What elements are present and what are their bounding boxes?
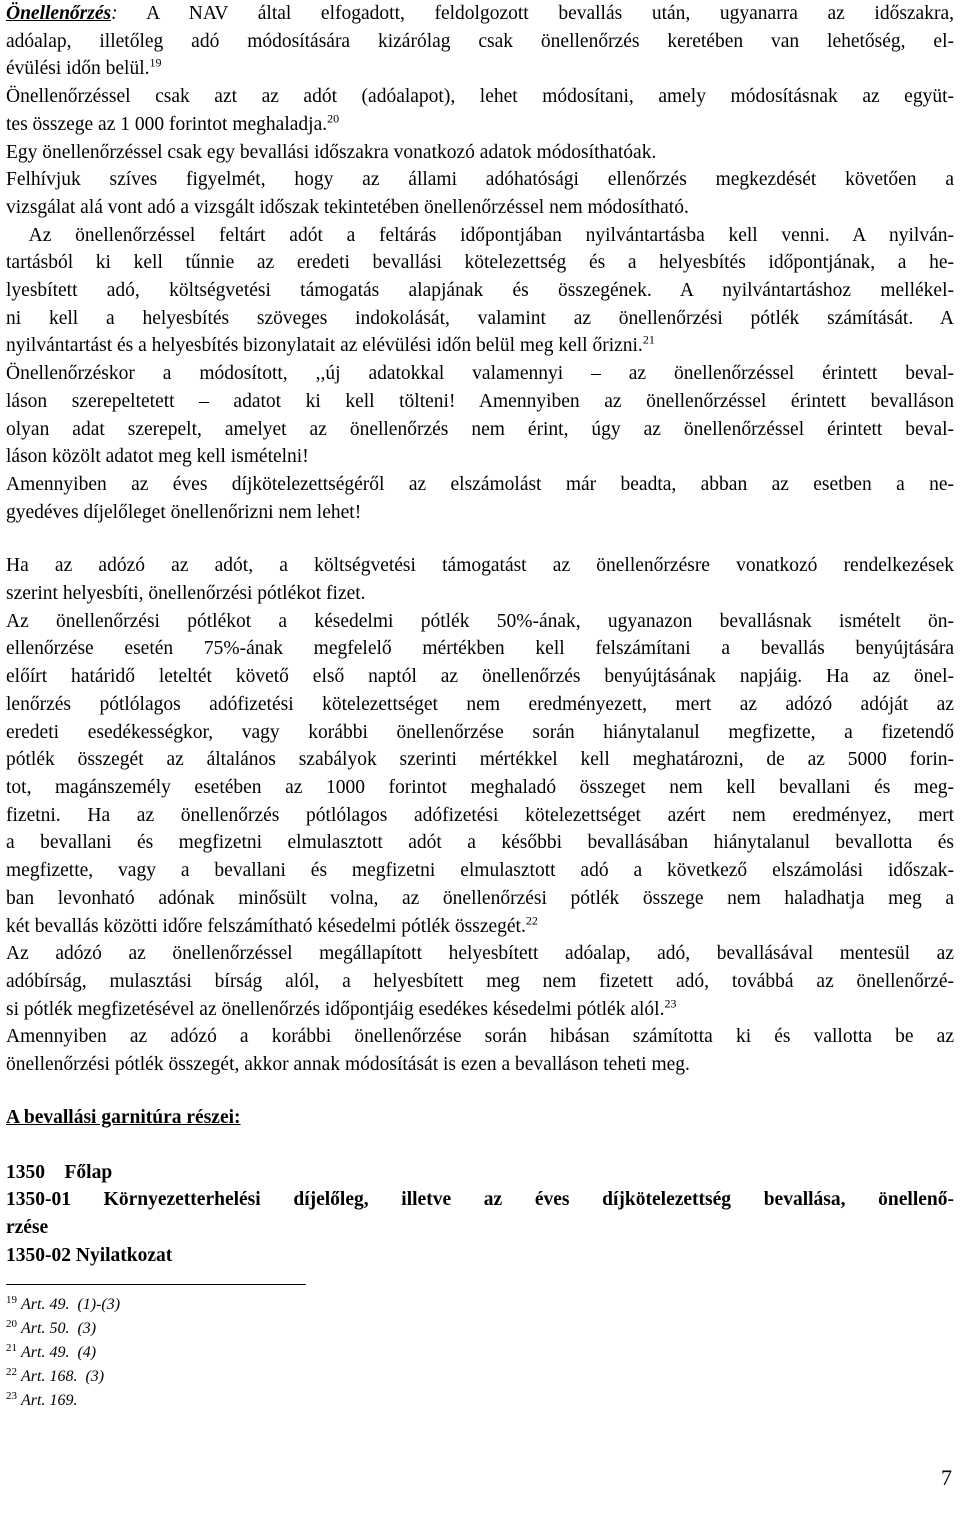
part-code: 1350-02 xyxy=(6,1244,71,1266)
footnote-ref[interactable]: 19 xyxy=(149,55,162,70)
footnote-ref[interactable]: 22 xyxy=(525,913,538,927)
part-label: Környezetterhelési díjelőleg, illetve az éves díjkötelezettség bevallása, önellenő- xyxy=(103,1189,954,1211)
footnote-text: Art. 50. (3) xyxy=(21,1319,97,1337)
footnote-ref[interactable]: 21 xyxy=(642,332,655,347)
part-code: 1350-01 xyxy=(6,1189,71,1211)
line-text: nyilvántartást és a helyesbítés bizonylatait az elévülési időn belül meg kell őrizni. xyxy=(6,335,643,357)
text-line: Felhívjuk szíves figyelmét, hogy az állami adóhatósági ellenőrzés megkezdését követően a xyxy=(6,169,954,191)
paragraph-block-2 xyxy=(6,552,954,1078)
paragraph-block-1 xyxy=(6,0,954,526)
text-line: gyedéves díjelőleget önellenőrizni nem lehet! xyxy=(6,501,362,523)
footnote-number: 23 xyxy=(6,1389,17,1402)
paragraph-spacer xyxy=(6,526,954,552)
text-line: láson közölt adatot meg kell ismételni! xyxy=(6,446,309,468)
text-line: önellenőrzési pótlék összegét, akkor annak módosítását is ezen a bevalláson teheti meg. xyxy=(6,1054,690,1076)
footnote-ref[interactable]: 20 xyxy=(327,111,340,126)
text-line xyxy=(6,913,954,941)
footnote xyxy=(6,1293,954,1317)
footnote xyxy=(6,1389,954,1413)
section-spacer xyxy=(6,1079,954,1107)
footnote xyxy=(6,1317,954,1341)
page-number: 7 xyxy=(941,1465,952,1490)
text-line: pótlék összegét az általános szabályok szerinti mértékkel kell meghatározni, de az 5000 forin- xyxy=(6,749,954,771)
text-line: Ha az adózó az adót, a költségvetési támogatást az önellenőrzésre vonatkozó rendelkezések xyxy=(6,555,954,577)
text-line: fizetni. Ha az önellenőrzés pótlólagos adófizetési kötelezettséget azért nem eredményez, mert xyxy=(6,804,954,826)
text-line: Az adózó az önellenőrzéssel megállapított helyesbített adóalap, adó, bevallásával mentesül az xyxy=(6,943,954,965)
footnote-ref[interactable]: 23 xyxy=(664,996,677,1011)
text-line: lenőrzés pótlólagos adófizetési kötelezettséget nem eredményezett, mert az adózó adóját az xyxy=(6,693,954,715)
text-line xyxy=(6,332,954,360)
text-line: a bevallani és megfizetni elmulasztott adót a későbbi bevallásában hiánytalanul bevallotta és xyxy=(6,832,954,854)
line-text: si pótlék megfizetésével az önellenőrzés időpontjáig esedékes késedelmi pótlék alól. xyxy=(6,998,665,1020)
colon: : xyxy=(111,3,118,24)
text-line: láson szerepeltetett – adatot ki kell tölteni! Amennyiben az önellenőrzéssel érintett bevalláson xyxy=(6,390,954,412)
text-line: Amennyiben az éves díjkötelezettségéről az elszámolást már beadta, abban az esetben a ne- xyxy=(6,473,954,495)
footnote-number: 20 xyxy=(6,1317,17,1330)
footnote-separator xyxy=(6,1284,306,1285)
text-line xyxy=(6,111,954,139)
text-line: Az önellenőrzéssel feltárt adót a feltárás időpontjában nyilvántartásba kell venni. A nyilván- xyxy=(6,224,954,246)
text-line xyxy=(6,55,954,83)
text-line: olyan adat szerepelt, amelyet az önellenőrzés nem érint, úgy az önellenőrzéssel érintett beval- xyxy=(6,418,954,440)
part-label: Főlap xyxy=(64,1161,113,1183)
section-spacer xyxy=(6,1129,954,1159)
footnote xyxy=(6,1365,954,1389)
text-line: vizsgálat alá vont adó a vizsgált időszak tekintetében önellenőrzéssel nem módosítható. xyxy=(6,196,689,218)
footnote-text: Art. 168. (3) xyxy=(21,1367,105,1385)
text-line: tartásból ki kell tűnnie az eredeti bevallási kötelezettség és a helyesbítés időpontjának, a he- xyxy=(6,252,954,274)
part-item xyxy=(6,1186,954,1214)
defined-term: Önellenőrzés xyxy=(6,3,112,24)
text-line: Amennyiben az adózó a korábbi önellenőrzése során hibásan számította ki és vallotta be az xyxy=(6,1026,954,1048)
part-item xyxy=(6,1159,954,1187)
footnote-number: 22 xyxy=(6,1365,17,1378)
line-text: két bevallás közötti időre felszámítható késedelmi pótlék összegét. xyxy=(6,915,526,937)
garnitura-parts-list xyxy=(6,1159,954,1270)
text-line: ellenőrzése esetén 75%-ának megfelelő mértékben kell felszámítani a bevallás benyújtására xyxy=(6,638,954,660)
line-text: A NAV által elfogadott, feldolgozott bevallás után, ugyanarra az időszakra, xyxy=(117,3,954,24)
text-line: előírt határidő leteltét követő első naptól az önellenőrzés benyújtásának napjáig. Ha az önel- xyxy=(6,666,954,688)
text-line: Egy önellenőrzéssel csak egy bevallási időszakra vonatkozó adatok módosíthatóak. xyxy=(6,141,657,163)
footnote-text: Art. 169. xyxy=(21,1391,82,1409)
part-label: rzése xyxy=(6,1217,49,1239)
text-line: Önellenőrzéskor a módosított, ,,új adatokkal valamennyi – az önellenőrzéssel érintett beval- xyxy=(6,363,954,385)
footnotes xyxy=(6,1293,954,1413)
part-item xyxy=(6,1242,954,1270)
part-item-continuation xyxy=(6,1214,954,1242)
document-page xyxy=(6,0,954,1413)
text-line: Az önellenőrzési pótlékot a késedelmi pótlék 50%-ának, ugyanazon bevallásnak ismételt ön- xyxy=(6,610,954,632)
part-label: Nyilatkozat xyxy=(75,1244,173,1266)
footnote-text: Art. 49. (1)-(3) xyxy=(21,1295,121,1313)
text-line: eredeti esedékességkor, vagy korábbi önellenőrzése során hiánytalanul megfizette, a fizetendő xyxy=(6,721,954,743)
section-heading: A bevallási garnitúra részei: xyxy=(6,1106,241,1128)
text-line: adóalap, illetőleg adó módosítására kizárólag csak önellenőrzés keretében van lehetőség, el- xyxy=(6,30,954,52)
text-line: ban levonható adónak minősült volna, az önellenőrzési pótlék összege nem haladhatja meg a xyxy=(6,887,954,909)
line-text: évülési időn belül. xyxy=(6,58,150,80)
text-line: ni kell a helyesbítés szöveges indokolását, valamint az önellenőrzési pótlék számítását. A xyxy=(6,307,954,329)
text-line xyxy=(6,0,954,28)
footnote xyxy=(6,1341,954,1365)
footnote-text: Art. 49. (4) xyxy=(21,1343,97,1361)
text-line: Önellenőrzéssel csak azt az adót (adóalapot), lehet módosítani, amely módosításnak az együt- xyxy=(6,86,954,108)
text-line: szerint helyesbíti, önellenőrzési pótlékot fizet. xyxy=(6,583,366,605)
footnote-number: 21 xyxy=(6,1341,17,1354)
text-line xyxy=(6,996,954,1024)
text-line: adóbírság, mulasztási bírság alól, a helyesbített meg nem fizetett adó, továbbá az önellenőrzé- xyxy=(6,970,954,992)
text-line: lyesbített adó, költségvetési támogatás alapjának és összegének. A nyilvántartáshoz mellékel- xyxy=(6,280,954,302)
text-line: megfizette, vagy a bevallani és megfizetni elmulasztott adó a következő elszámolási időszak- xyxy=(6,860,954,882)
line-text: tes összege az 1 000 forintot meghaladja. xyxy=(6,113,328,135)
part-code: 1350 xyxy=(6,1161,45,1183)
text-line: tot, magánszemély esetében az 1000 forintot meghaladó összeget nem kell bevallani és meg- xyxy=(6,776,954,798)
footnote-number: 19 xyxy=(6,1293,17,1306)
